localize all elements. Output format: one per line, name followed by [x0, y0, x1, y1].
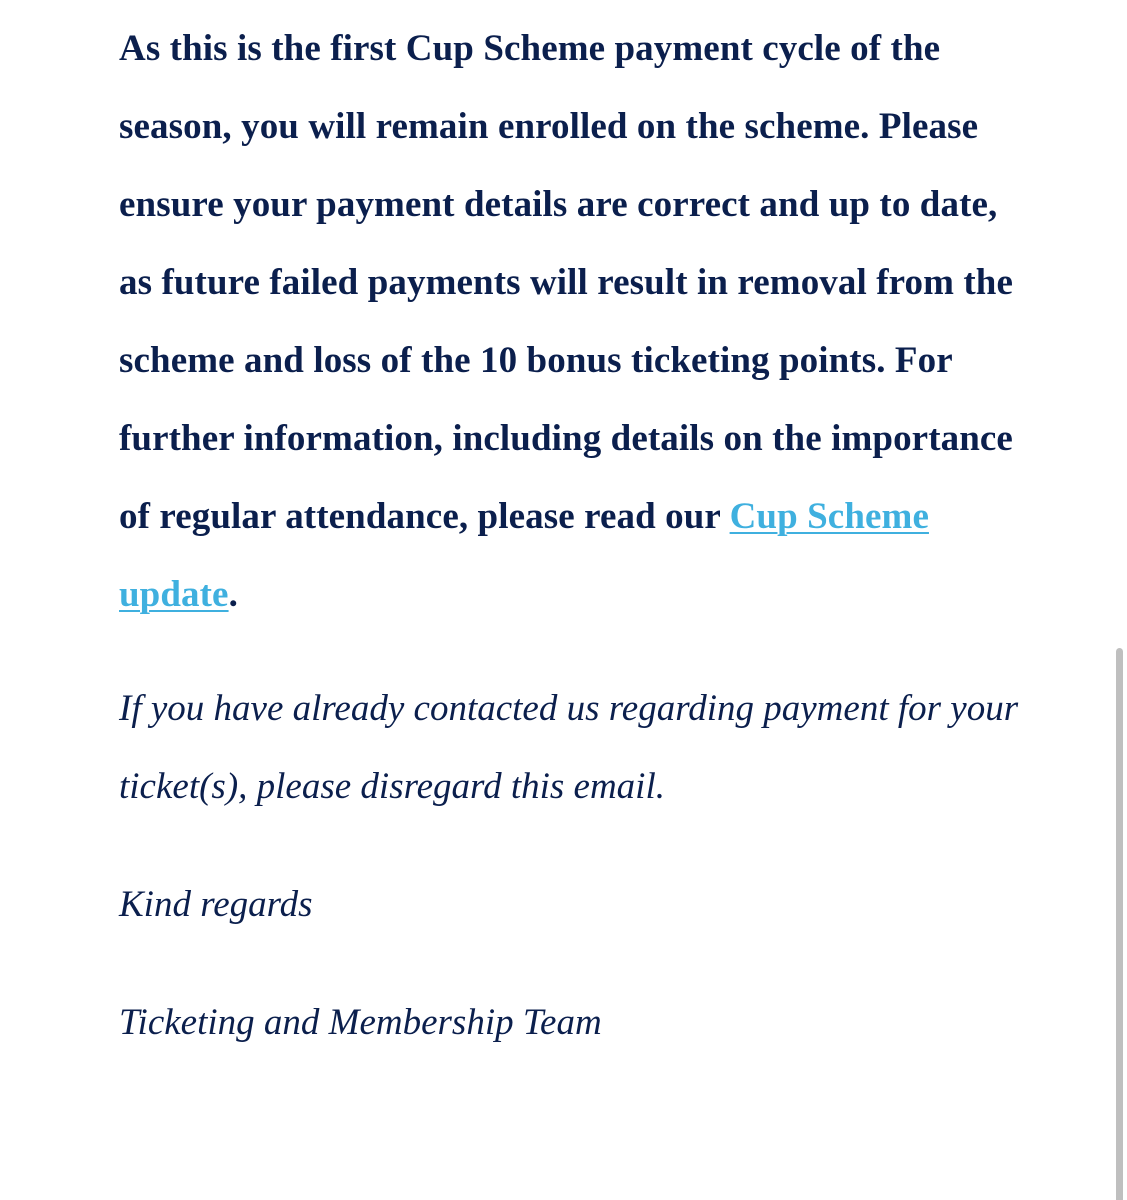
disregard-paragraph: If you have already contacted us regarding payment for your ticket(s), please disregard this email. — [119, 688, 1019, 807]
enrollment-period: . — [228, 574, 238, 615]
vertical-scrollbar[interactable] — [1107, 0, 1127, 1200]
enrollment-text: As this is the first Cup Scheme payment cycle of the season, you will remain enrolled on the scheme. Please ensure your payment details are correct and up to date, as future failed payments will result in removal from the scheme and loss of the 10 bonus ticketing points. For further information, including details on the importance of regular attendance, please read our — [119, 28, 1013, 537]
email-body — [119, 10, 1019, 1062]
signature-text: Ticketing and Membership Team — [119, 1002, 602, 1043]
scrollbar-thumb[interactable] — [1116, 648, 1123, 1200]
enrollment-paragraph — [119, 10, 1019, 634]
cup-scheme-update-link[interactable]: Cup Scheme update — [119, 496, 929, 615]
closing-text: Kind regards — [119, 884, 313, 925]
